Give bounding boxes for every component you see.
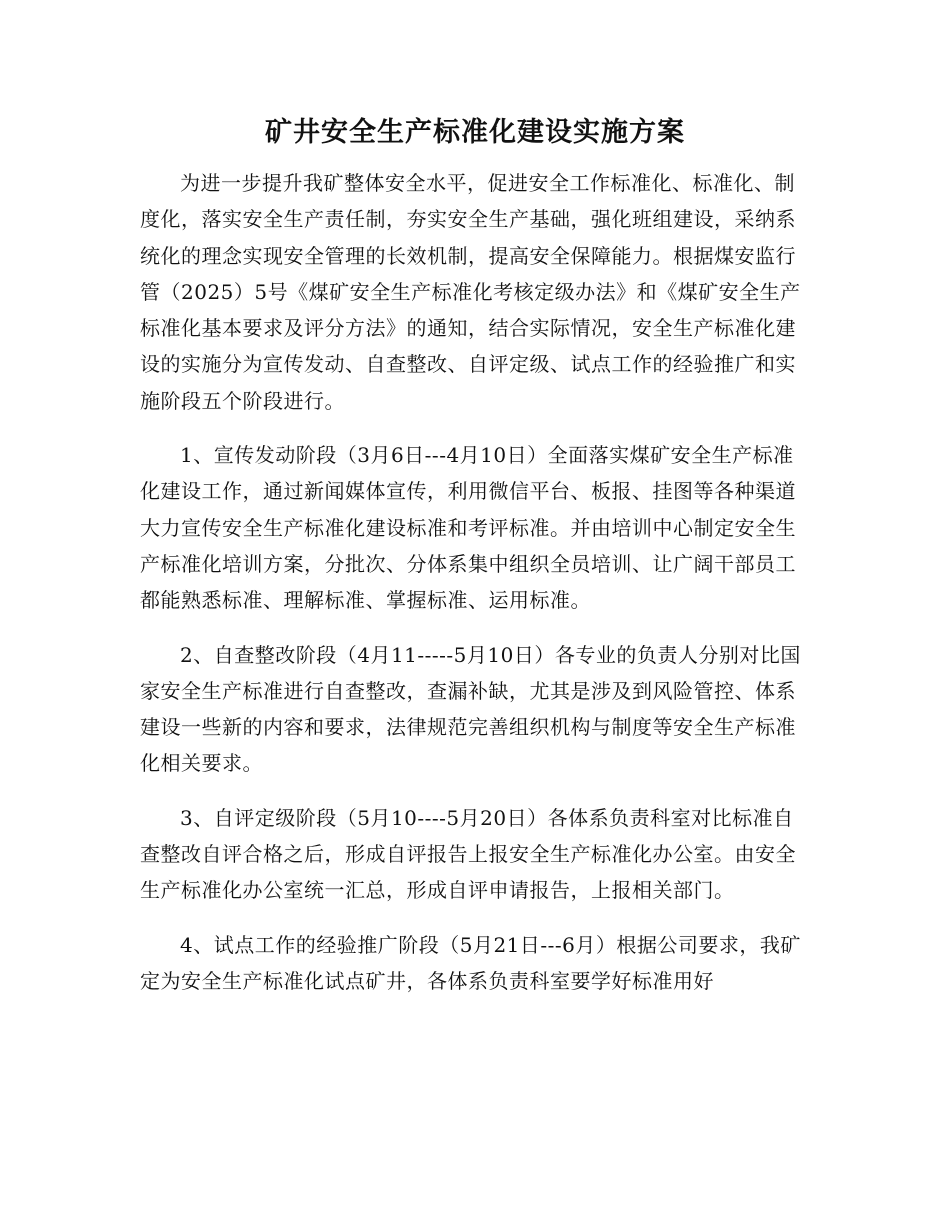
page-title: 矿井安全生产标准化建设实施方案 (265, 117, 685, 148)
stage-3-paragraph: 3、自评定级阶段（5月10----5月20日）各体系负责科室对比标准自查整改自评合格之后，形成自评报告上报安全生产标准化办公室。由安全生产标准化办公室统一汇总，形成自评申请报告，上报相关部门。 (140, 805, 796, 903)
stage-1-paragraph: 1、宣传发动阶段（3月6日---4月10日）全面落实煤矿安全生产标准化建设工作，通过新闻媒体宣传，利用微信平台、板报、挂图等各种渠道大力宣传安全生产标准化建设标准和考评标准。并由培训中心制定安全生产标准化培训方案，分批次、分体系集中组织全员培训、让广阔干部员工都能熟悉标准、理解标准、掌握标准、运用标准。 (140, 443, 796, 613)
document-body (140, 165, 810, 1017)
stage-4-paragraph: 4、试点工作的经验推广阶段（5月21日---6月）根据公司要求，我矿定为安全生产标准化试点矿井，各体系负责科室要学好标准用好 (140, 932, 801, 993)
intro-paragraph: 为进一步提升我矿整体安全水平，促进安全工作标准化、标准化、制度化，落实安全生产责任制，夯实安全生产基础，强化班组建设，采纳系统化的理念实现安全管理的长效机制，提高安全保障能力。根据煤安监行管（2025）5号《煤矿安全生产标准化考核定级办法》和《煤矿安全生产标准化基本要求及评分方法》的通知，结合实际情况，安全生产标准化建设的实施分为宣传发动、自查整改、自评定级、试点工作的经验推广和实施阶段五个阶段进行。 (140, 171, 801, 413)
stage-2-paragraph: 2、自查整改阶段（4月11-----5月10日）各专业的负责人分别对比国家安全生产标准进行自查整改，查漏补缺，尤其是涉及到风险管控、体系建设一些新的内容和要求，法律规范完善组织机构与制度等安全生产标准化相关要求。 (140, 642, 801, 776)
